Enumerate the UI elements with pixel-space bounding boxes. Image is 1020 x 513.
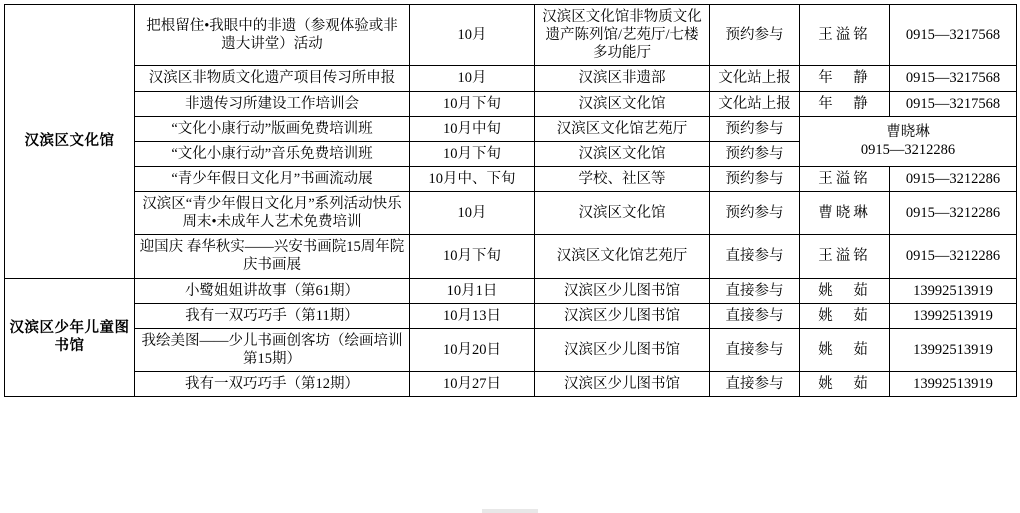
participation-mode: 直接参与 bbox=[710, 372, 800, 397]
contact-person: 姚 茹 bbox=[800, 372, 890, 397]
contact-person: 王溢铭 bbox=[800, 5, 890, 66]
activity-date: 10月 bbox=[410, 66, 535, 91]
page-bottom-marker bbox=[0, 506, 1020, 513]
contact-phone: 13992513919 bbox=[890, 372, 1017, 397]
table-row bbox=[5, 372, 1017, 397]
page-tick bbox=[482, 509, 538, 513]
participation-mode: 预约参与 bbox=[710, 5, 800, 66]
activity-title: 我绘美图——少儿书画创客坊（绘画培训第15期） bbox=[135, 328, 410, 371]
activity-date: 10月27日 bbox=[410, 372, 535, 397]
participation-mode: 直接参与 bbox=[710, 235, 800, 278]
activity-title: “青少年假日文化月”书画流动展 bbox=[135, 166, 410, 191]
activity-title: 非遗传习所建设工作培训会 bbox=[135, 91, 410, 116]
contact-person: 姚 茹 bbox=[800, 328, 890, 371]
contact-person: 年 静 bbox=[800, 66, 890, 91]
table-row bbox=[5, 192, 1017, 235]
activity-title: 小鹭姐姐讲故事（第61期） bbox=[135, 278, 410, 303]
activity-place: 汉滨区文化馆 bbox=[535, 91, 710, 116]
table-row bbox=[5, 116, 1017, 141]
activity-date: 10月中旬 bbox=[410, 116, 535, 141]
table-row bbox=[5, 5, 1017, 66]
table-row bbox=[5, 303, 1017, 328]
participation-mode: 文化站上报 bbox=[710, 91, 800, 116]
activity-place: 汉滨区文化馆 bbox=[535, 192, 710, 235]
contact-phone: 0915—3212286 bbox=[890, 235, 1017, 278]
contact-person: 姚 茹 bbox=[800, 278, 890, 303]
contact-phone: 0915—3212286 bbox=[860, 142, 956, 159]
activity-date: 10月13日 bbox=[410, 303, 535, 328]
table-body bbox=[5, 5, 1017, 397]
contact-phone: 13992513919 bbox=[890, 303, 1017, 328]
contact-person: 王溢铭 bbox=[800, 235, 890, 278]
table-row bbox=[5, 278, 1017, 303]
contact-phone: 0915—3217568 bbox=[890, 91, 1017, 116]
activity-place: 汉滨区少儿图书馆 bbox=[535, 303, 710, 328]
table-row bbox=[5, 166, 1017, 191]
activity-date: 10月 bbox=[410, 192, 535, 235]
contact-phone: 0915—3217568 bbox=[890, 5, 1017, 66]
table-row bbox=[5, 235, 1017, 278]
activity-title: 把根留住•我眼中的非遗（参观体验或非遗大讲堂）活动 bbox=[135, 5, 410, 66]
activity-date: 10月下旬 bbox=[410, 235, 535, 278]
activity-title: 我有一双巧巧手（第12期） bbox=[135, 372, 410, 397]
shared-contact-cell bbox=[800, 116, 1017, 166]
contact-phone: 0915—3212286 bbox=[890, 192, 1017, 235]
activity-title: 汉滨区非物质文化遗产项目传习所申报 bbox=[135, 66, 410, 91]
activity-date: 10月1日 bbox=[410, 278, 535, 303]
contact-phone: 0915—3212286 bbox=[890, 166, 1017, 191]
organizer-cell: 汉滨区少年儿童图书馆 bbox=[5, 278, 135, 397]
activity-date: 10月下旬 bbox=[410, 141, 535, 166]
activity-place: 汉滨区文化馆艺苑厅 bbox=[535, 235, 710, 278]
activity-date: 10月中、下旬 bbox=[410, 166, 535, 191]
participation-mode: 直接参与 bbox=[710, 303, 800, 328]
contact-phone: 13992513919 bbox=[890, 278, 1017, 303]
organizer-cell: 汉滨区文化馆 bbox=[5, 5, 135, 279]
table-row bbox=[5, 91, 1017, 116]
contact-person: 曹晓琳 bbox=[886, 124, 930, 141]
contact-person: 王溢铭 bbox=[800, 166, 890, 191]
activity-title: 我有一双巧巧手（第11期） bbox=[135, 303, 410, 328]
activity-place: 学校、社区等 bbox=[535, 166, 710, 191]
activity-place: 汉滨区少儿图书馆 bbox=[535, 372, 710, 397]
participation-mode: 预约参与 bbox=[710, 192, 800, 235]
activity-place: 汉滨区文化馆 bbox=[535, 141, 710, 166]
participation-mode: 预约参与 bbox=[710, 116, 800, 141]
contact-phone: 0915—3217568 bbox=[890, 66, 1017, 91]
table-row bbox=[5, 328, 1017, 371]
contact-person: 年 静 bbox=[800, 91, 890, 116]
activity-title: 汉滨区“青少年假日文化月”系列活动快乐周末•未成年人艺术免费培训 bbox=[135, 192, 410, 235]
activity-title: “文化小康行动”版画免费培训班 bbox=[135, 116, 410, 141]
activity-title: “文化小康行动”音乐免费培训班 bbox=[135, 141, 410, 166]
activity-place: 汉滨区文化馆艺苑厅 bbox=[535, 116, 710, 141]
activity-place: 汉滨区非遗部 bbox=[535, 66, 710, 91]
participation-mode: 直接参与 bbox=[710, 278, 800, 303]
participation-mode: 文化站上报 bbox=[710, 66, 800, 91]
activity-title: 迎国庆 春华秋实——兴安书画院15周年院庆书画展 bbox=[135, 235, 410, 278]
contact-person: 姚 茹 bbox=[800, 303, 890, 328]
activity-place: 汉滨区少儿图书馆 bbox=[535, 328, 710, 371]
activity-place: 汉滨区少儿图书馆 bbox=[535, 278, 710, 303]
activity-date: 10月20日 bbox=[410, 328, 535, 371]
activity-date: 10月 bbox=[410, 5, 535, 66]
activity-date: 10月下旬 bbox=[410, 91, 535, 116]
participation-mode: 预约参与 bbox=[710, 166, 800, 191]
contact-phone: 13992513919 bbox=[890, 328, 1017, 371]
activity-place: 汉滨区文化馆非物质文化遗产陈列馆/艺苑厅/七楼多功能厅 bbox=[535, 5, 710, 66]
table-row bbox=[5, 66, 1017, 91]
participation-mode: 预约参与 bbox=[710, 141, 800, 166]
contact-person: 曹晓琳 bbox=[800, 192, 890, 235]
activity-schedule-table bbox=[4, 4, 1017, 397]
participation-mode: 直接参与 bbox=[710, 328, 800, 371]
